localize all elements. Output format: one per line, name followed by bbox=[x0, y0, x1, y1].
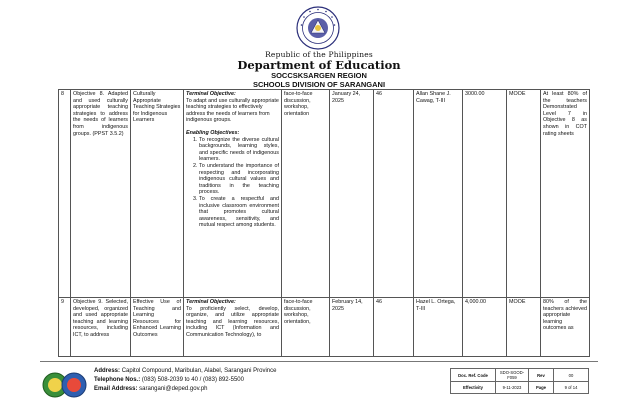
indicator-cell: 80% of the teachers achieved appropriate learning outcomes as bbox=[541, 298, 590, 357]
row-number: 8 bbox=[59, 90, 71, 298]
page-value: 9 of 14 bbox=[554, 382, 589, 394]
title-cell: Effective Use of Teaching and Learning Resources for Enhanced Learning Outcomes bbox=[131, 298, 184, 357]
address-line: Address: Capitol Compound, Maribulan, Alabel, Sarangani Province bbox=[94, 368, 277, 374]
terminal-objective-label: Terminal Objective: bbox=[186, 91, 236, 97]
objective-cell: Objective 9. Selected, developed, organized and used appropriate teaching and learning resources, including ICT, to address bbox=[71, 298, 131, 357]
objectives-cell bbox=[184, 298, 282, 357]
telephone-line: Telephone Nos.: (083) 508-2039 to 40 / (083) 892-5500 bbox=[94, 377, 244, 383]
participants-cell: 46 bbox=[374, 298, 414, 357]
objective-cell: Objective 8. Adapted and used culturally appropriate teaching strategies to address the needs of learners from indigenous groups. (PPST 3.5.2) bbox=[71, 90, 131, 298]
doc-ref-label: Doc. Ref. Code bbox=[451, 369, 496, 382]
email-line: Email Address: sarangani@deped.gov.ph bbox=[94, 386, 208, 392]
training-plan-table bbox=[58, 89, 590, 357]
division-line: SCHOOLS DIVISION OF SARANGANI bbox=[252, 80, 386, 89]
document-control-table bbox=[450, 368, 589, 394]
doc-ref-value: SDO-SGOD-F059 bbox=[496, 369, 529, 382]
republic-line: Republic of the Philippines bbox=[265, 50, 373, 59]
modality-cell: face-to-face discussion, workshop, orientation, bbox=[282, 298, 330, 357]
rev-value: 00 bbox=[554, 369, 589, 382]
rev-label: Rev bbox=[529, 369, 554, 382]
date-cell: January 24, 2025 bbox=[330, 90, 374, 298]
title-cell: Culturally Appropriate Teaching Strategies for Indigenous Learners bbox=[131, 90, 184, 298]
date-cell: February 14, 2025 bbox=[330, 298, 374, 357]
budget-cell: 4,000.00 bbox=[463, 298, 507, 357]
effectivity-value: 9-11-2023 bbox=[496, 382, 529, 394]
division-logo-icon bbox=[42, 364, 88, 406]
person-cell: Hazel L. Ortega, T-III bbox=[414, 298, 463, 357]
budget-cell: 3000.00 bbox=[463, 90, 507, 298]
fund-cell: MOOE bbox=[507, 90, 541, 298]
fund-cell: MOOE bbox=[507, 298, 541, 357]
indicator-cell: At least 80% of the teachers Demonstrated Level 7 in Objective 8 as shown in COT rating sheets bbox=[541, 90, 590, 298]
table-row bbox=[59, 298, 590, 357]
region-line: SOCCSKSARGEN REGION bbox=[271, 71, 367, 80]
list-item: 3. To create a respectful and inclusive classroom environment that promotes cultural awareness, sensitivity, and mutual respect among students. bbox=[199, 196, 279, 229]
list-item: 2. To understand the importance of respecting and incorporating indigenous cultural values and traditions in the teaching process. bbox=[199, 163, 279, 196]
enabling-objectives-label: Enabling Objectives: bbox=[186, 129, 240, 136]
footer-divider bbox=[40, 361, 598, 362]
objectives-cell bbox=[184, 90, 282, 298]
participants-cell: 46 bbox=[374, 90, 414, 298]
terminal-objective-text: To proficiently select, develop, organize, and utilize appropriate teaching and learning resources, including ICT (Information and Communication Technology), to bbox=[186, 305, 279, 338]
person-cell: Allan Shane J. Cawag, T-III bbox=[414, 90, 463, 298]
modality-cell: face-to-face discussion, workshop, orientation bbox=[282, 90, 330, 298]
department-title: Department of Education bbox=[237, 58, 401, 72]
terminal-objective-text: To adapt and use culturally appropriate teaching strategies to effectively address the needs of learners from indigenous groups. bbox=[186, 97, 279, 124]
list-item: 1. To recognize the diverse cultural backgrounds, learning styles, and specific needs of indigenous learners. bbox=[199, 137, 279, 163]
page-label: Page bbox=[529, 382, 554, 394]
footer-address-block bbox=[94, 367, 276, 394]
terminal-objective-label: Terminal Objective: bbox=[186, 299, 236, 305]
enabling-objectives-list bbox=[186, 137, 279, 229]
deped-seal-icon bbox=[296, 6, 340, 50]
row-number: 9 bbox=[59, 298, 71, 357]
effectivity-label: Effectivity bbox=[451, 382, 496, 394]
table-row bbox=[59, 90, 590, 298]
